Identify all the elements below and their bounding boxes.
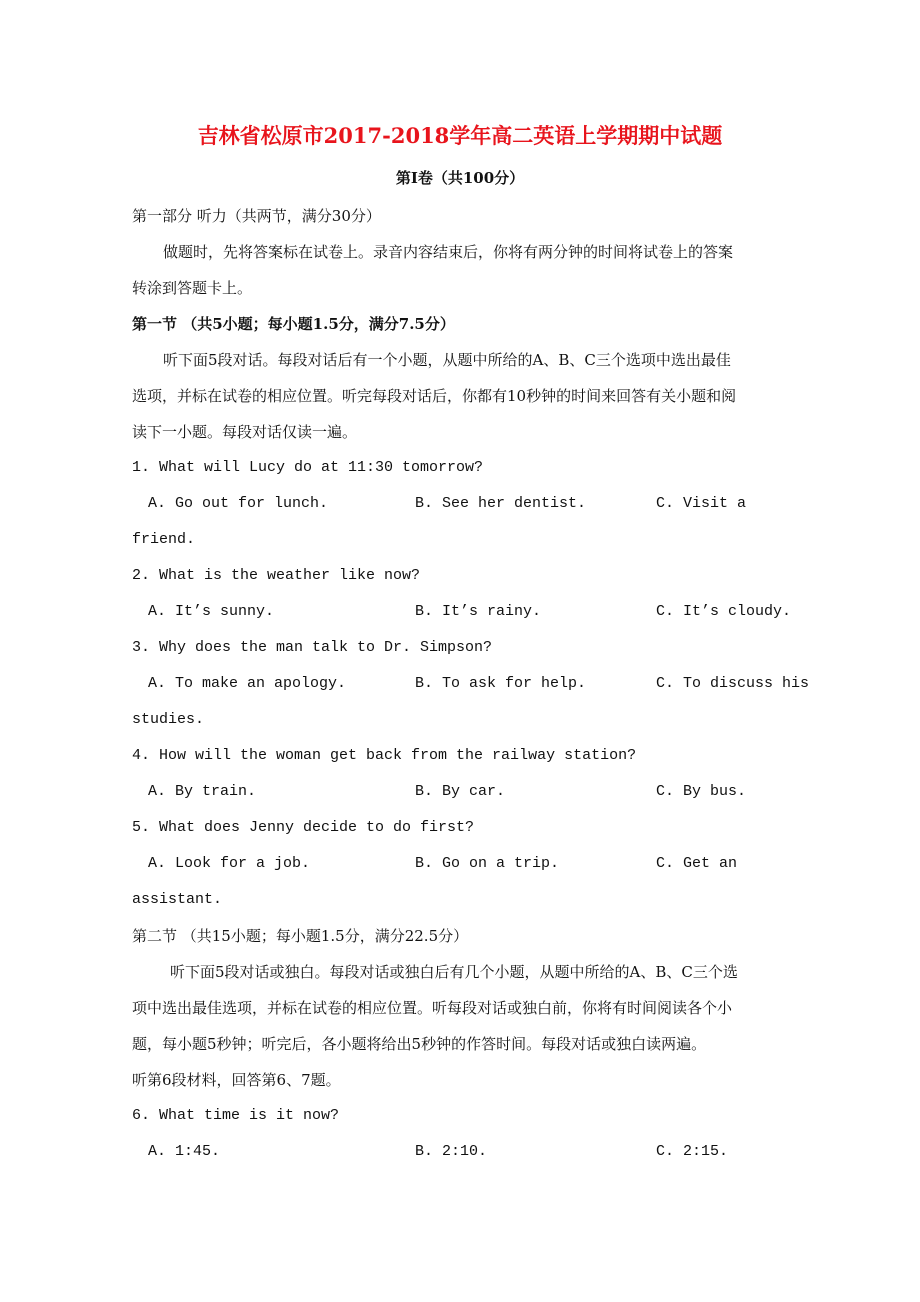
question-4-option-b: B. By car. (415, 783, 506, 800)
question-5: 5. What does Jenny decide to do first? (132, 819, 475, 836)
question-1: 1. What will Lucy do at 11:30 tomorrow? (132, 459, 484, 476)
section1-heading: 第一节 （共5小题；每小题1.5分，满分7.5分） (132, 315, 455, 333)
question-1-option-b: B. See her dentist. (415, 495, 587, 512)
question-3: 3. Why does the man talk to Dr. Simpson? (132, 639, 493, 656)
question-4: 4. How will the woman get back from the railway station? (132, 747, 637, 764)
section2-instruction-line-3: 题，每小题5秒钟；听完后，各小题将给出5秒钟的作答时间。每段对话或独白读两遍。 (132, 1035, 707, 1053)
question-6-option-a: A. 1:45. (148, 1143, 221, 1160)
question-3-option-a: A. To make an apology. (148, 675, 347, 692)
question-3-option-c-continued: studies. (132, 711, 205, 728)
question-1-option-c-continued: friend. (132, 531, 196, 548)
section1-instruction-line-1: 听下面5段对话。每段对话后有一个小题，从题中所给的A、B、C三个选项中选出最佳 (163, 351, 731, 369)
question-5-option-a: A. Look for a job. (148, 855, 311, 872)
question-3-option-c: C. To discuss his (656, 675, 810, 692)
question-1-option-c: C. Visit a (656, 495, 747, 512)
question-2-option-a: A. It’s sunny. (148, 603, 275, 620)
section2-instruction-line-1: 听下面5段对话或独白。每段对话或独白后有几个小题，从题中所给的A、B、C三个选 (170, 963, 738, 981)
question-3-option-b: B. To ask for help. (415, 675, 587, 692)
question-6: 6. What time is it now? (132, 1107, 340, 1124)
question-5-option-c: C. Get an (656, 855, 738, 872)
question-6-option-b: B. 2:10. (415, 1143, 488, 1160)
part1-instruction-line-2: 转涂到答题卡上。 (132, 279, 253, 297)
question-4-option-a: A. By train. (148, 783, 257, 800)
question-6-option-c: C. 2:15. (656, 1143, 729, 1160)
section1-instruction-line-2: 选项，并标在试卷的相应位置。听完每段对话后，你都有10秒钟的时间来回答有关小题和阅 (132, 387, 737, 405)
section2-instruction-line-2: 项中选出最佳选项，并标在试卷的相应位置。听每段对话或独白前，你将有时间阅读各个小 (132, 999, 733, 1017)
part1-heading: 第一部分 听力（共两节，满分30分） (132, 207, 381, 225)
question-2-option-b: B. It’s rainy. (415, 603, 542, 620)
question-5-option-b: B. Go on a trip. (415, 855, 560, 872)
question-1-option-a: A. Go out for lunch. (148, 495, 329, 512)
paper-section-title: 第Ⅰ卷（共100分） (395, 169, 525, 187)
section2-heading: 第二节 （共15小题；每小题1.5分，满分22.5分） (132, 927, 469, 945)
question-5-option-c-continued: assistant. (132, 891, 223, 908)
section1-instruction-line-3: 读下一小题。每段对话仅读一遍。 (132, 423, 358, 441)
question-2: 2. What is the weather like now? (132, 567, 421, 584)
document-title: 吉林省松原市2017-2018学年高二英语上学期期中试题 (197, 123, 723, 148)
material-6-heading: 听第6段材料，回答第6、7题。 (132, 1071, 341, 1089)
question-4-option-c: C. By bus. (656, 783, 747, 800)
part1-instruction-line-1: 做题时，先将答案标在试卷上。录音内容结束后，你将有两分钟的时间将试卷上的答案 (163, 243, 734, 261)
question-2-option-c: C. It’s cloudy. (656, 603, 792, 620)
